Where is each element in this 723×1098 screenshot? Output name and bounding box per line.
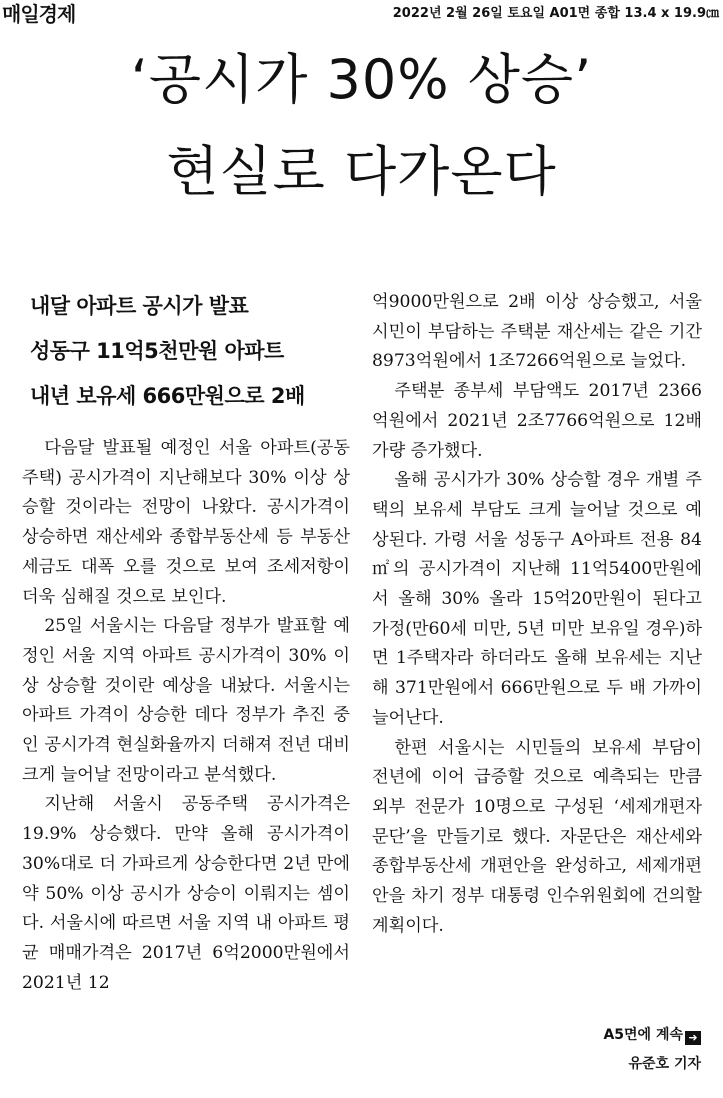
paragraph: 다음달 발표될 예정인 서울 아파트(공동주택) 공시가격이 지난해보다 30% 이상 상승할 것이라는 전망이 나왔다. 공시가격이 상승하면 재산세와 종합부동산세 등 부동산 세금도 대폭 오를 것으로 보여 조세저항이 더욱 심해질 것으로 보인다. [22,438,350,607]
headline [0,34,723,218]
paragraph: 억9000만원으로 2배 이상 상승했고, 서울시민이 부담하는 주택분 재산세는 같은 기간 8973억원에서 1조7266억원으로 늘었다. [372,292,702,372]
continued-label: A5면에 계속 [603,1027,683,1043]
continued-on-page [603,1024,701,1045]
paragraph: 25일 서울시는 다음달 정부가 발표할 예정인 서울 지역 아파트 공시가격이 30% 이상 상승할 것이란 예상을 내놨다. 서울시는 아파트 가격이 상승한 데다 정부가 추진 중인 공시가격 현실화율까지 더해져 전년 대비 크게 늘어날 전망이라고 분석했다. [22,616,350,785]
article-column-right [372,288,702,941]
byline: 유준호 기자 [628,1056,701,1072]
paragraph: 지난해 서울시 공동주택 공시가격은 19.9% 상승했다. 만약 올해 공시가격이 30%대로 더 가파르게 상승한다면 2년 만에 약 50% 이상 공시가 상승이 이뤄지는 셈이다. 서울시에 따르면 서울 지역 내 아파트 평균 매매가격은 2017년 6억2000만원에서 2021년 12 [22,794,350,993]
subhead: 내달 아파트 공시가 발표 [30,294,249,318]
publication-info: 2022년 2월 26일 토요일 A01면 종합 13.4 x 19.9㎝ [392,6,719,21]
subhead: 내년 보유세 666만원으로 2배 [30,384,305,408]
article-column-left [22,434,350,998]
paragraph: 주택분 종부세 부담액도 2017년 2366억원에서 2021년 2조7766억원으로 12배가량 증가했다. [372,381,702,461]
subhead: 성동구 11억5천만원 아파트 [30,339,284,363]
headline-line-1: ‘공시가 30% 상승’ [130,48,593,111]
top-bar [0,0,723,24]
paragraph: 한편 서울시는 시민들의 보유세 부담이 전년에 이어 급증할 것으로 예측되는 만큼 외부 전문가 10명으로 구성된 ‘세제개편자문단’을 만들기로 했다. 자문단은 재산세와 종합부동산세 개편안을 완성하고, 세제개편안을 차기 정부 대통령 인수위원회에 건의할 계획이다. [372,737,702,936]
masthead: 매일경제 [2,2,76,26]
arrow-right-icon: ➜ [685,1031,701,1045]
headline-line-2: 현실로 다가온다 [166,140,557,203]
paragraph: 올해 공시가가 30% 상승할 경우 개별 주택의 보유세 부담도 크게 늘어날 것으로 예상된다. 가령 서울 성동구 A아파트 전용 84㎡의 공시가격이 지난해 11억5400만원에서 올해 30% 올라 15억20만원이 된다고 가정(만60세 미만, 5년 미만 보유일 경우)하면 1주택자라 하더라도 올해 보유세는 지난해 371만원에서 666만원으로 두 배 가까이 늘어난다. [372,470,702,728]
subheadlines [30,284,360,419]
